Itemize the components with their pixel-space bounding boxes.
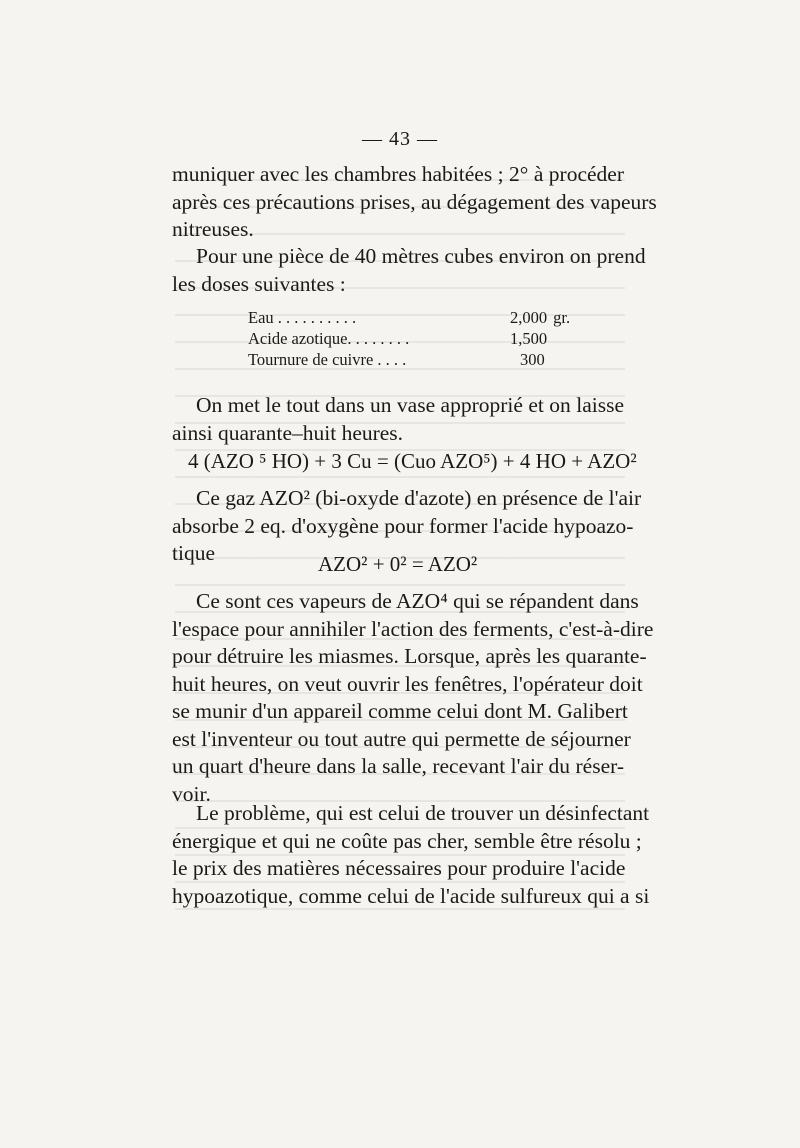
dose-unit [547,329,570,350]
text-line: un quart d'heure dans la salle, recevant l'air du réser- [172,754,624,778]
table-row [248,350,570,371]
dose-name: Acide azotique. . . . . . . . [248,329,410,348]
text-line: Le problème, qui est celui de trouver un désinfectant [196,801,650,825]
text-line: Ce sont ces vapeurs de AZO⁴ qui se répandent dans [196,589,639,613]
page-number: — 43 — [362,128,438,150]
text-line: muniquer avec les chambres habitées ; 2° à procéder [172,162,624,186]
dose-name: Eau . . . . . . . . . . [248,308,357,327]
text-line: nitreuses. [172,217,254,241]
dose-name: Tournure de cuivre . . . . [248,350,407,369]
paragraph-6 [172,800,650,910]
text-line: les doses suivantes : [172,271,346,296]
chemical-equation-2: AZO² + 0² = AZO² [318,552,478,576]
text-line: voir. [172,781,211,806]
text-line: après ces précautions prises, au dégagement des vapeurs [172,189,657,214]
dose-value: 1,500 [510,329,548,348]
text-line: Pour une pièce de 40 mètres cubes environ on prend [196,244,646,268]
text-line: pour détruire les miasmes. Lorsque, après les quarante- [172,644,647,668]
text-line: Ce gaz AZO² (bi-oxyde d'azote) en présence de l'air [196,486,642,510]
text-line: hypoazotique, comme celui de l'acide sulfureux qui a si [172,883,650,908]
text-line: ainsi quarante–huit heures. [172,420,404,445]
doses-table [248,308,570,371]
text-line: On met le tout dans un vase approprié et on laisse [196,393,624,417]
table-row [248,308,570,329]
dose-value: 300 [520,350,545,369]
text-line: absorbe 2 eq. d'oxygène pour former l'acide hypoazo- [172,513,634,538]
dose-value: 2,000 [510,308,548,327]
chemical-equation: 4 (AZO ⁵ HO) + 3 Cu = (Cuo AZO⁵) + 4 HO + AZO² [188,449,637,473]
dose-unit: gr. [553,308,571,327]
table-row [248,329,570,350]
text-line: huit heures, on veut ouvrir les fenêtres, l'opérateur doit [172,671,643,696]
text-line: l'espace pour annihiler l'action des ferments, c'est-à-dire [172,616,654,641]
text-line: énergique et qui ne coûte pas cher, semble être résolu ; [172,828,642,853]
text-line: tique [172,541,215,565]
dose-unit [547,350,570,371]
text-line: le prix des matières nécessaires pour produire l'acide [172,856,626,880]
paragraph-2 [172,243,646,298]
paragraph-3 [172,392,624,447]
paragraph-1 [172,161,657,244]
text-line: se munir d'un appareil comme celui dont M. Galibert [172,699,628,723]
text-line: est l'inventeur ou tout autre qui permette de séjourner [172,726,631,751]
paragraph-5 [172,588,654,808]
